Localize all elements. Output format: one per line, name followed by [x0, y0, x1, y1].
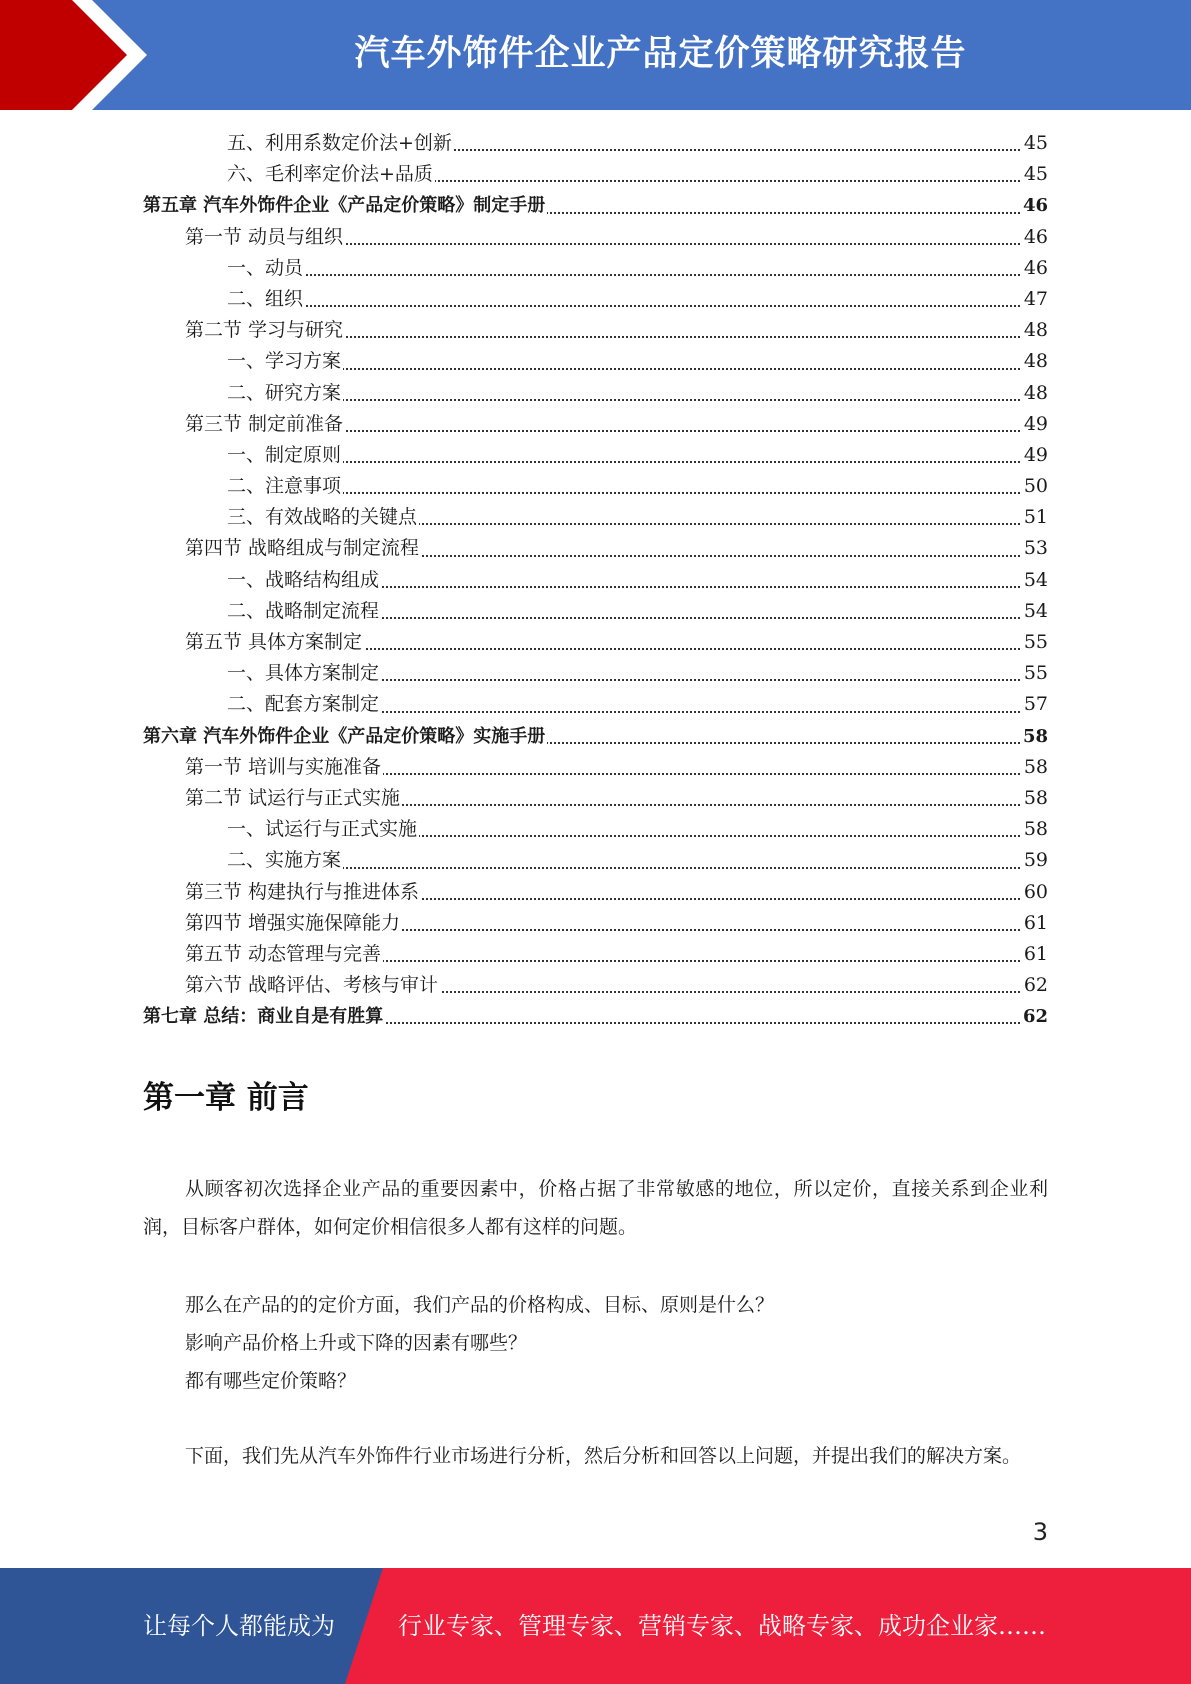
- toc-entry-page: 55: [1022, 658, 1048, 689]
- question-item: 影响产品价格上升或下降的因素有哪些？: [185, 1332, 528, 1354]
- toc-dot-leader: [227, 305, 1048, 307]
- toc-entry-label: 一、战略结构组成: [227, 568, 380, 591]
- toc-entry[interactable]: [143, 783, 1048, 814]
- toc-entry[interactable]: [143, 877, 1048, 908]
- toc-dot-leader: [227, 368, 1048, 370]
- chapter-title: 第一章 前言: [143, 1080, 309, 1116]
- toc-entry-label: 五、利用系数定价法+创新: [227, 132, 452, 154]
- toc-entry-page: 61: [1022, 908, 1048, 939]
- toc-entry[interactable]: [143, 284, 1048, 315]
- toc-entry[interactable]: [143, 346, 1048, 377]
- toc-entry-label: 第四节 战略组成与制定流程: [185, 537, 420, 560]
- toc-entry[interactable]: [143, 533, 1048, 564]
- toc-entry-page: 51: [1022, 502, 1048, 533]
- toc-entry[interactable]: [143, 689, 1048, 720]
- table-of-contents: [143, 128, 1048, 1032]
- toc-entry-page: 58: [1022, 783, 1048, 814]
- toc-entry[interactable]: [143, 315, 1048, 346]
- toc-dot-leader: [227, 274, 1048, 276]
- toc-entry-label: 第二节 试运行与正式实施: [185, 786, 401, 809]
- toc-entry-page: 45: [1022, 128, 1048, 159]
- toc-dot-leader: [227, 867, 1048, 869]
- toc-entry-page: 58: [1022, 752, 1048, 783]
- toc-entry-page: 54: [1022, 596, 1048, 627]
- toc-entry-label: 二、组织: [227, 287, 304, 310]
- toc-entry-page: 58: [1021, 721, 1048, 752]
- footer-slogan-right: 行业专家、管理专家、营销专家、战略专家、成功企业家……: [398, 1612, 1046, 1640]
- toc-entry-label: 第五节 动态管理与完善: [185, 942, 382, 965]
- page-footer: [0, 1568, 1191, 1684]
- toc-entry-label: 第三节 构建执行与推进体系: [185, 880, 420, 903]
- toc-entry-page: 48: [1022, 378, 1048, 409]
- toc-entry-label: 第七章 总结：商业自是有胜算: [143, 1006, 384, 1028]
- toc-entry[interactable]: [143, 440, 1048, 471]
- toc-entry-page: 49: [1022, 440, 1048, 471]
- toc-entry-label: 一、学习方案: [227, 350, 342, 373]
- toc-entry-label: 第五节 具体方案制定: [185, 631, 363, 653]
- toc-entry-label: 第一节 培训与实施准备: [185, 755, 382, 778]
- toc-entry-label: 二、配套方案制定: [227, 693, 380, 716]
- toc-entry[interactable]: [143, 721, 1048, 752]
- toc-entry[interactable]: [143, 845, 1048, 876]
- toc-entry[interactable]: [143, 752, 1048, 783]
- toc-entry-label: 第二节 学习与研究: [185, 319, 344, 342]
- toc-entry[interactable]: [143, 658, 1048, 689]
- toc-entry[interactable]: [143, 596, 1048, 627]
- page-number: 3: [1032, 1518, 1048, 1546]
- footer-slogan-left: 让每个人都能成为: [143, 1612, 335, 1640]
- toc-entry[interactable]: [143, 222, 1048, 253]
- toc-entry-label: 第四节 增强实施保障能力: [185, 911, 401, 934]
- toc-entry-page: 48: [1022, 346, 1048, 377]
- toc-entry-page: 62: [1021, 1001, 1048, 1032]
- toc-entry[interactable]: [143, 128, 1048, 159]
- question-list: [185, 1286, 774, 1400]
- toc-entry-label: 二、实施方案: [227, 849, 342, 872]
- toc-entry-label: 三、有效战略的关键点: [227, 506, 418, 529]
- toc-entry[interactable]: [143, 970, 1048, 1001]
- toc-dot-leader: [227, 399, 1048, 401]
- toc-entry-page: 48: [1022, 315, 1048, 346]
- toc-entry-label: 一、具体方案制定: [227, 662, 380, 685]
- toc-entry[interactable]: [143, 627, 1048, 658]
- toc-entry-label: 二、注意事项: [227, 475, 342, 498]
- toc-entry-page: 54: [1022, 565, 1048, 596]
- toc-entry-page: 46: [1022, 222, 1048, 253]
- toc-entry-page: 55: [1022, 627, 1048, 658]
- toc-entry[interactable]: [143, 409, 1048, 440]
- toc-entry-page: 46: [1021, 190, 1048, 221]
- page-header: [0, 0, 1191, 110]
- toc-entry[interactable]: [143, 565, 1048, 596]
- toc-entry-label: 第六章 汽车外饰件企业《产品定价策略》实施手册: [143, 725, 546, 747]
- analysis-paragraph: 下面，我们先从汽车外饰件行业市场进行分析，然后分析和回答以上问题，并提出我们的解决方案。: [185, 1445, 1022, 1467]
- toc-entry[interactable]: [143, 159, 1048, 190]
- toc-entry-label: 第五章 汽车外饰件企业《产品定价策略》制定手册: [143, 195, 546, 217]
- intro-paragraph: 从顾客初次选择企业产品的重要因素中，价格占据了非常敏感的地位，所以定价，直接关系到企业利润，目标客户群体，如何定价相信很多人都有这样的问题。: [143, 1178, 1048, 1238]
- toc-entry-page: 50: [1022, 471, 1048, 502]
- toc-entry-label: 第一节 动员与组织: [185, 225, 344, 248]
- question-item: 那么在产品的的定价方面，我们产品的价格构成、目标、原则是什么？: [185, 1294, 775, 1316]
- toc-entry-label: 一、制定原则: [227, 443, 342, 466]
- toc-entry-page: 59: [1022, 845, 1048, 876]
- question-item: 都有哪些定价策略？: [185, 1370, 357, 1392]
- toc-entry-page: 57: [1022, 689, 1048, 720]
- toc-entry-page: 47: [1022, 284, 1048, 315]
- toc-entry[interactable]: [143, 502, 1048, 533]
- toc-entry-label: 六、毛利率定价法+品质: [227, 163, 433, 186]
- toc-entry-page: 45: [1022, 159, 1048, 190]
- toc-entry-page: 61: [1022, 939, 1048, 970]
- toc-entry-page: 49: [1022, 409, 1048, 440]
- toc-entry[interactable]: [143, 1001, 1048, 1032]
- toc-entry-label: 二、研究方案: [227, 381, 342, 404]
- toc-dot-leader: [227, 492, 1048, 494]
- toc-entry-page: 53: [1022, 533, 1048, 564]
- toc-dot-leader: [227, 461, 1048, 463]
- toc-entry-label: 一、动员: [227, 256, 304, 279]
- toc-entry-label: 二、战略制定流程: [227, 599, 380, 622]
- toc-entry[interactable]: [143, 253, 1048, 284]
- toc-entry[interactable]: [143, 378, 1048, 409]
- toc-entry-label: 第六节 战略评估、考核与审计: [185, 974, 439, 997]
- toc-entry[interactable]: [143, 190, 1048, 221]
- toc-entry[interactable]: [143, 908, 1048, 939]
- toc-entry-page: 58: [1022, 814, 1048, 845]
- toc-entry-label: 第三节 制定前准备: [185, 412, 344, 435]
- toc-entry[interactable]: [143, 814, 1048, 845]
- toc-entry-label: 一、试运行与正式实施: [227, 818, 418, 841]
- header-title: 汽车外饰件企业产品定价策略研究报告: [354, 34, 967, 74]
- toc-entry-page: 60: [1022, 877, 1048, 908]
- toc-entry-page: 46: [1022, 253, 1048, 284]
- toc-entry[interactable]: [143, 939, 1048, 970]
- toc-entry[interactable]: [143, 471, 1048, 502]
- toc-entry-page: 62: [1022, 970, 1048, 1001]
